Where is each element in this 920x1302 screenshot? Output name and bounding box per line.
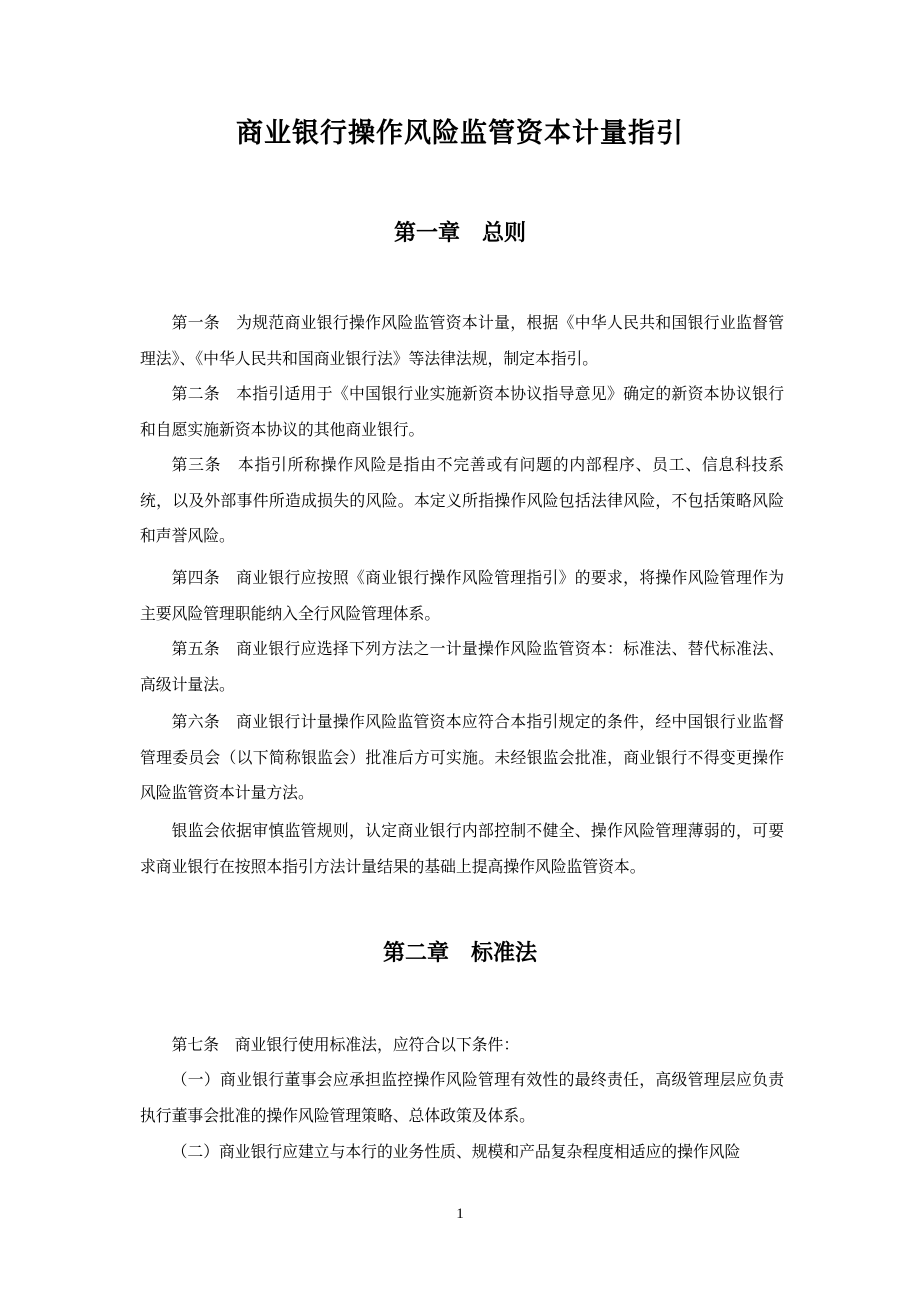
article-paragraph: 银监会依据审慎监管规则，认定商业银行内部控制不健全、操作风险管理薄弱的，可要求商业银行在按照本指引方法计量结果的基础上提高操作风险监管资本。 — [140, 821, 784, 876]
article-paragraph: （二）商业银行应建立与本行的业务性质、规模和产品复杂程度相适应的操作风险 — [171, 1142, 741, 1161]
page-number: 1 — [456, 1206, 464, 1222]
chapter-heading: 第一章 总则 — [393, 221, 526, 246]
article-paragraph: （一）商业银行董事会应承担监控操作风险管理有效性的最终责任，高级管理层应负责执行董事会批准的操作风险管理策略、总体政策及体系。 — [140, 1070, 784, 1125]
article-paragraph: 第六条 商业银行计量操作风险监管资本应符合本指引规定的条件，经中国银行业监督管理委员会（以下简称银监会）批准后方可实施。未经银监会批准，商业银行不得变更操作风险监管资本计量方法。 — [140, 712, 784, 802]
article-paragraph: 第七条 商业银行使用标准法，应符合以下条件： — [171, 1035, 520, 1054]
chapter-heading: 第二章 标准法 — [382, 941, 537, 966]
article-paragraph: 第四条 商业银行应按照《商业银行操作风险管理指引》的要求，将操作风险管理作为主要风险管理职能纳入全行风险管理体系。 — [140, 568, 784, 623]
document-title: 商业银行操作风险监管资本计量指引 — [236, 118, 684, 149]
article-paragraph: 第一条 为规范商业银行操作风险监管资本计量，根据《中华人民共和国银行业监督管理法》、《中华人民共和国商业银行法》等法律法规，制定本指引。 — [140, 313, 784, 368]
article-paragraph: 第三条 本指引所称操作风险是指由不完善或有问题的内部程序、员工、信息科技系统，以及外部事件所造成损失的风险。本定义所指操作风险包括法律风险，不包括策略风险和声誉风险。 — [140, 455, 784, 545]
article-paragraph: 第五条 商业银行应选择下列方法之一计量操作风险监管资本：标准法、替代标准法、高级计量法。 — [140, 639, 784, 694]
article-paragraph: 第二条 本指引适用于《中国银行业实施新资本协议指导意见》确定的新资本协议银行和自愿实施新资本协议的其他商业银行。 — [140, 384, 784, 439]
